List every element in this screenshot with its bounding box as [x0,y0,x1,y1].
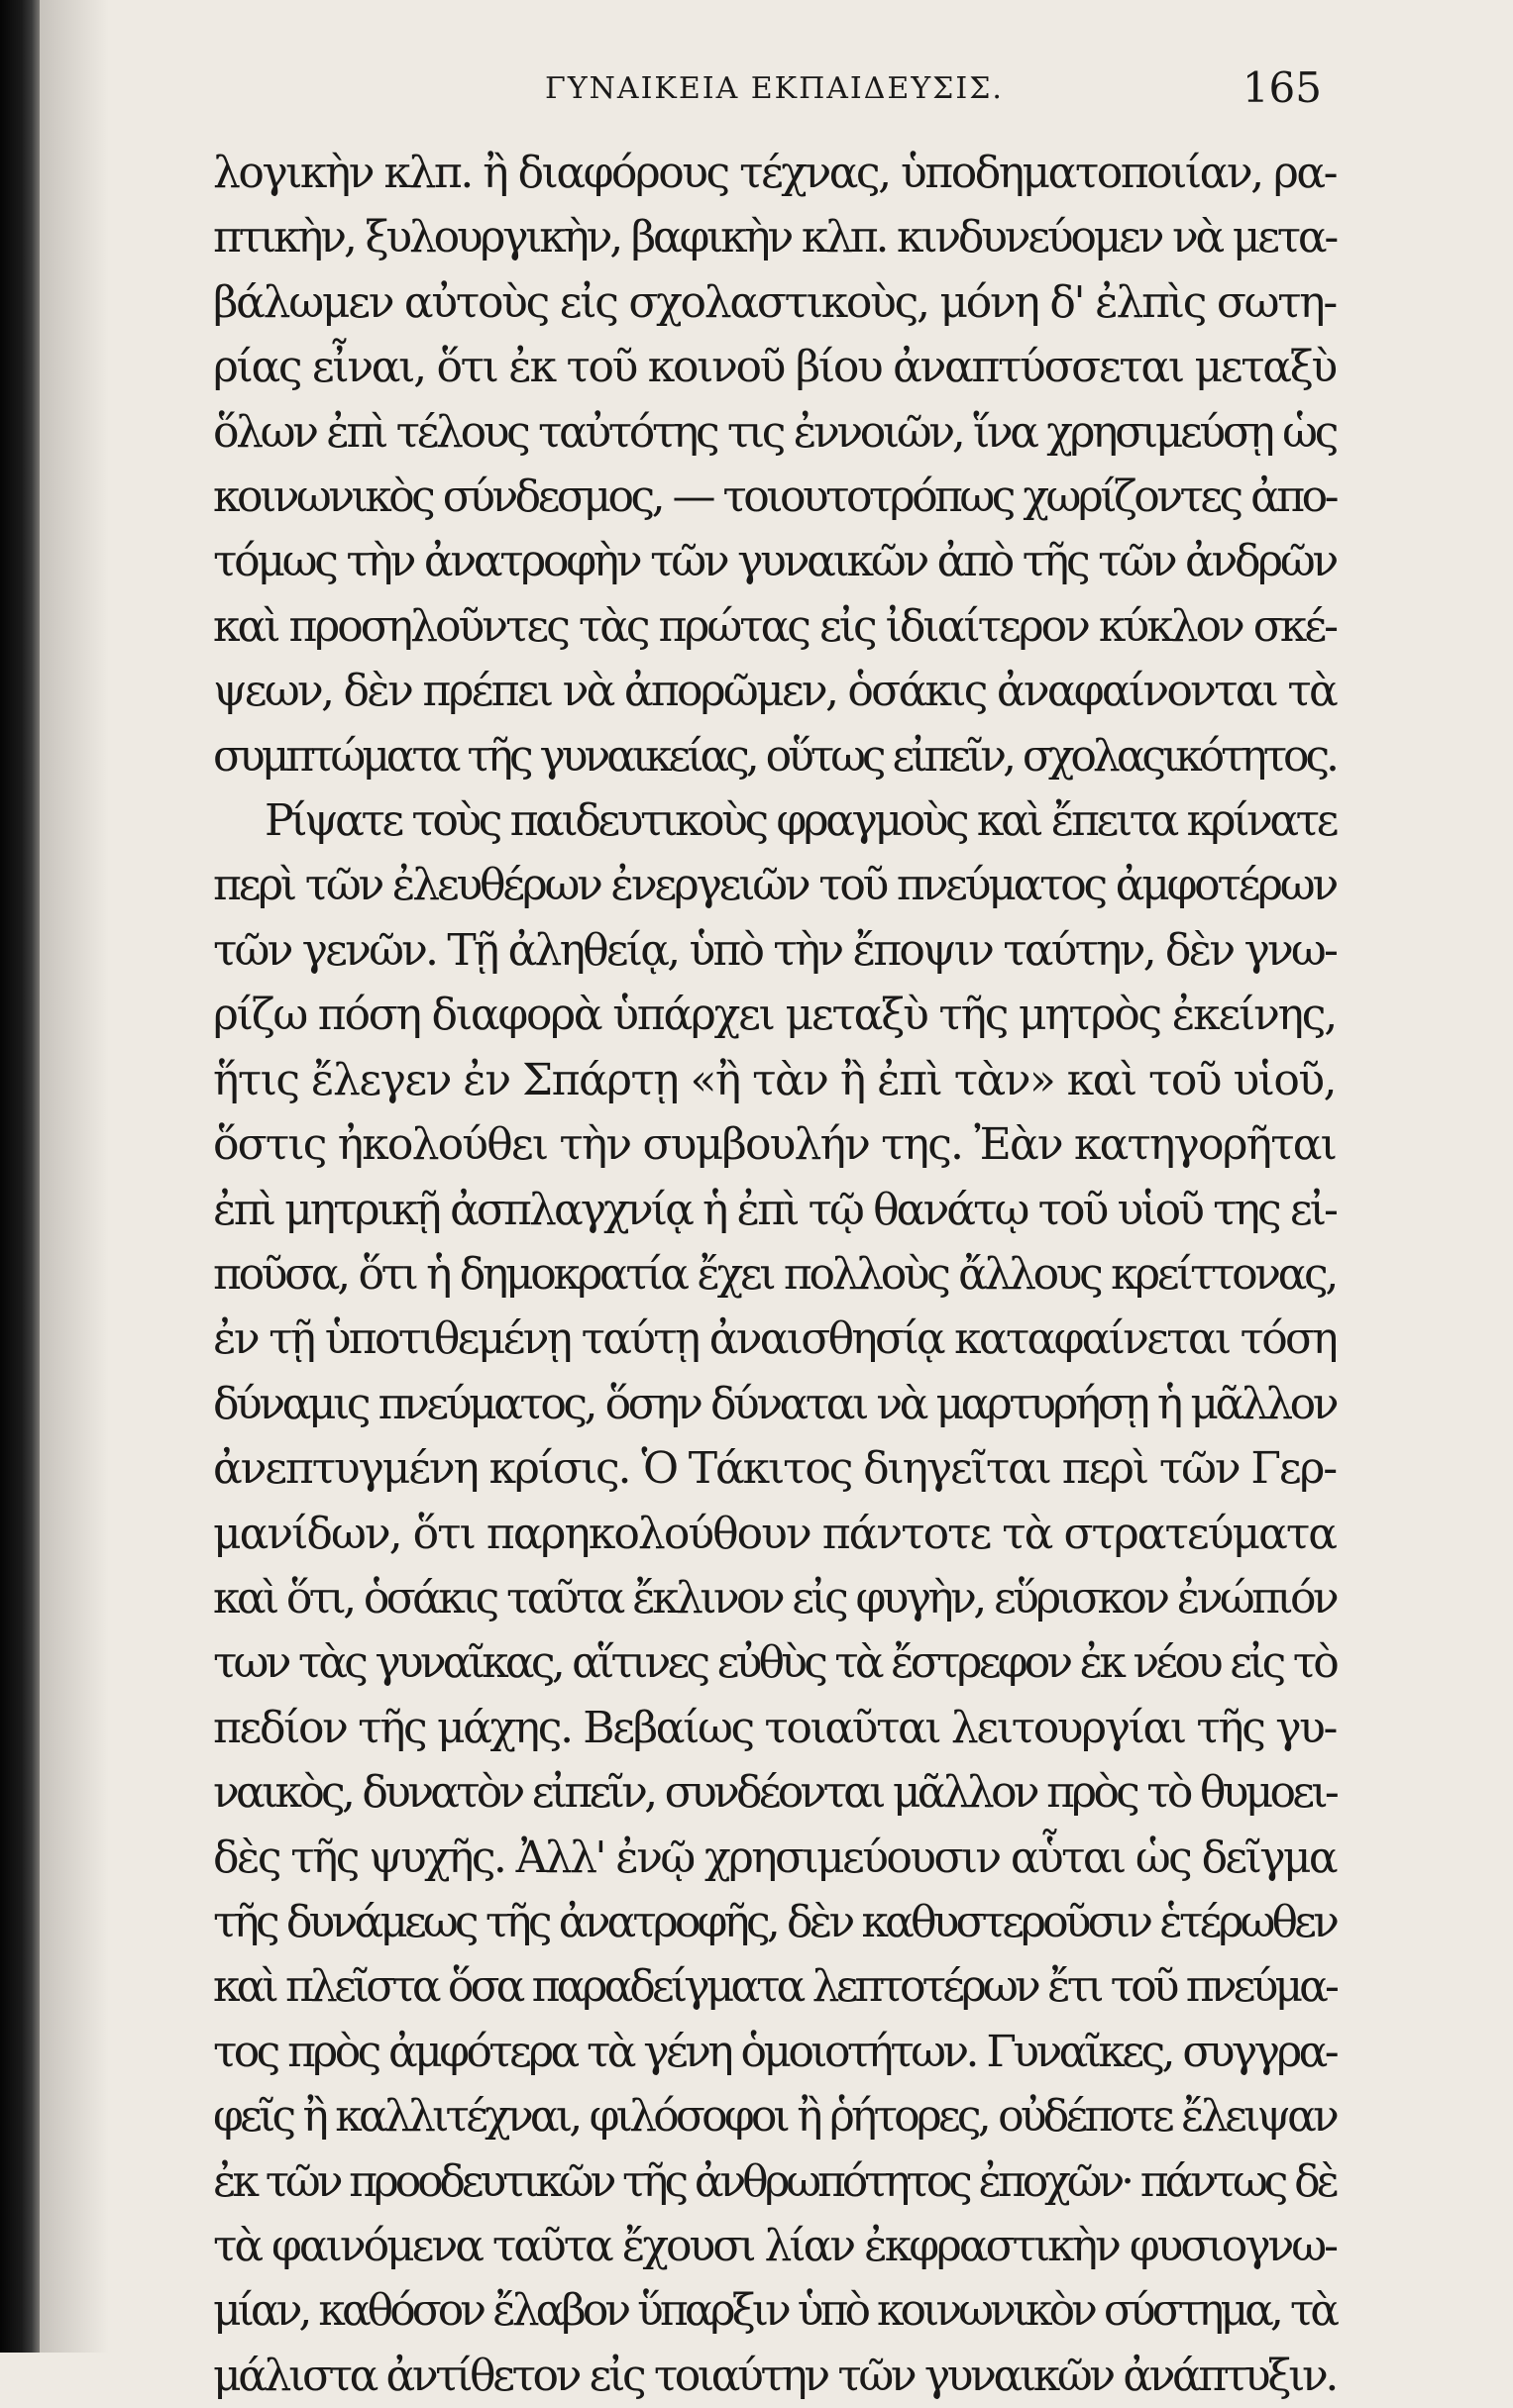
running-head [213,61,1336,141]
text-line-6: κοινωνικὸς σύνδεσμος, — τοιουτοτρόπως χωρίζοντες ἀπο- [213,471,1336,523]
gutter-shadow [40,0,109,2353]
text-line-14: ρίζω πόση διαφορὰ ὑπάρχει μεταξὺ τῆς μητρὸς ἐκείνης, [213,990,1336,1041]
text-line-24: των τὰς γυναῖκας, αἵτινες εὐθὺς τὰ ἔστρεφον ἐκ νέου εἰς τὸ [213,1637,1336,1689]
text-line-8: καὶ προσηλοῦντες τὰς πρώτας εἰς ἰδιαίτερον κύκλον σκέ- [213,600,1336,652]
text-line-27: δὲς τῆς ψυχῆς. Ἀλλ' ἐνῷ χρησιμεύουσιν αὗται ὡς δεῖγμα [213,1832,1336,1883]
page-number: 165 [1242,63,1322,112]
text-line-5: ὅλων ἐπὶ τέλους ταὐτότης τις ἐννοιῶν, ἵνα χρησιμεύσῃ ὡς [213,406,1336,458]
text-line-11: Ρίψατε τοὺς παιδευτικοὺς φραγμοὺς καὶ ἔπειτα κρίνατε [265,795,1336,847]
text-line-34: μίαν, καθόσον ἔλαβον ὕπαρξιν ὑπὸ κοινωνικὸν σύστημα, τὰ [213,2285,1336,2337]
text-line-19: ἐν τῇ ὑποτιθεμένῃ ταύτῃ ἀναισθησίᾳ καταφαίνεται τόση [213,1313,1337,1365]
text-line-35: μάλιστα ἀντίθετον εἰς τοιαύτην τῶν γυναικῶν ἀνάπτυξιν. [213,2350,1336,2401]
text-line-31: φεῖς ἢ καλλιτέχναι, φιλόσοφοι ἢ ῥήτορες, οὐδέποτε ἔλειψαν [213,2091,1336,2143]
book-binding-edge [0,0,40,2353]
book-page [213,61,1337,2401]
text-line-26: ναικὸς, δυνατὸν εἰπεῖν, συνδέονται μᾶλλον πρὸς τὸ θυμοει- [213,1767,1336,1819]
text-line-17: ἐπὶ μητρικῇ ἀσπλαγχνίᾳ ἡ ἐπὶ τῷ θανάτῳ τοῦ υἱοῦ της εἰ- [213,1184,1337,1235]
text-line-32: ἐκ τῶν προοδευτικῶν τῆς ἀνθρωπότητος ἐποχῶν· πάντως δὲ [213,2155,1336,2207]
text-line-2: πτικὴν, ξυλουργικὴν, βαφικὴν κλπ. κινδυνεύομεν νὰ μετα- [213,212,1337,263]
text-line-33: τὰ φαινόμενα ταῦτα ἔχουσι λίαν ἐκφραστικὴν φυσιογνω- [213,2221,1336,2271]
text-line-10: συμπτώματα τῆς γυναικείας, οὕτως εἰπεῖν, σχολαςικότητος. [213,730,1336,782]
text-line-25: πεδίον τῆς μάχης. Βεβαίως τοιαῦται λειτουργίαι τῆς γυ- [213,1702,1336,1753]
running-title: ΓΥΝΑΙΚΕΙΑ ΕΚΠΑΙΔΕΥΣΙΣ. [545,71,1004,106]
text-line-1: λογικὴν κλπ. ἢ διαφόρους τέχνας, ὑποδηματοποιίαν, ρα- [213,148,1336,198]
text-line-12: περὶ τῶν ἐλευθέρων ἐνεργειῶν τοῦ πνεύματος ἀμφοτέρων [213,860,1336,911]
text-line-9: ψεων, δὲν πρέπει νὰ ἀπορῶμεν, ὁσάκις ἀναφαίνονται τὰ [213,666,1336,717]
text-line-3: βάλωμεν αὐτοὺς εἰς σχολαστικοὺς, μόνη δ' ἐλπὶς σωτη- [213,276,1336,328]
text-line-4: ρίας εἶναι, ὅτι ἐκ τοῦ κοινοῦ βίου ἀναπτύσσεται μεταξὺ [213,342,1336,393]
text-line-15: ἥτις ἔλεγεν ἐν Σπάρτῃ «ἢ τὰν ἢ ἐπὶ τὰν» καὶ τοῦ υἱοῦ, [213,1054,1337,1105]
text-line-23: καὶ ὅτι, ὁσάκις ταῦτα ἔκλινον εἰς φυγὴν, εὕρισκον ἐνώπιόν [213,1572,1336,1623]
text-line-30: τος πρὸς ἀμφότερα τὰ γένη ὁμοιοτήτων. Γυναῖκες, συγγρα- [213,2026,1336,2077]
text-line-18: ποῦσα, ὅτι ἡ δημοκρατία ἔχει πολλοὺς ἄλλους κρείττονας, [213,1248,1336,1300]
text-line-29: καὶ πλεῖστα ὅσα παραδείγματα λεπτοτέρων ἔτι τοῦ πνεύμα- [213,1961,1336,2013]
body-text [213,141,1336,2408]
text-line-28: τῆς δυνάμεως τῆς ἀνατροφῆς, δὲν καθυστεροῦσιν ἑτέρωθεν [213,1896,1336,1947]
text-line-22: μανίδων, ὅτι παρηκολούθουν πάντοτε τὰ στρατεύματα [213,1508,1336,1559]
text-line-20: δύναμις πνεύματος, ὅσην δύναται νὰ μαρτυρήσῃ ἡ μᾶλλον [213,1378,1336,1429]
text-line-21: ἀνεπτυγμένη κρίσις. Ὁ Τάκιτος διηγεῖται περὶ τῶν Γερ- [213,1443,1336,1495]
text-line-13: τῶν γενῶν. Τῇ ἀληθείᾳ, ὑπὸ τὴν ἔποψιν ταύτην, δὲν γνω- [213,924,1336,976]
text-line-16: ὅστις ἠκολούθει τὴν συμβουλήν της. Ἐὰν κατηγορῆται [213,1119,1336,1171]
text-line-7: τόμως τὴν ἀνατροφὴν τῶν γυναικῶν ἀπὸ τῆς τῶν ἀνδρῶν [213,536,1336,587]
